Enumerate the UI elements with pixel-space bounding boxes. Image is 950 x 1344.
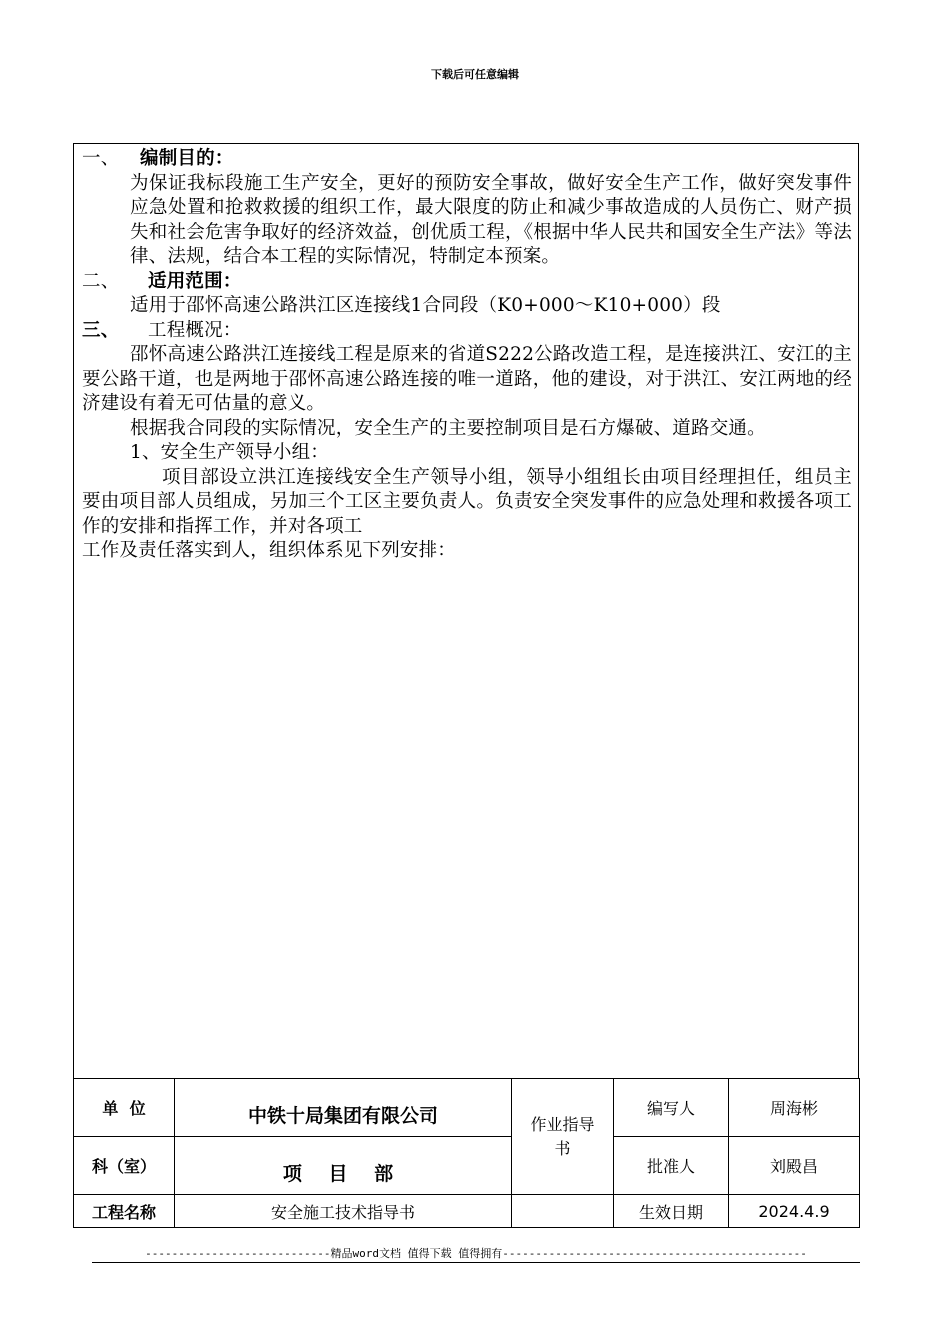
- signoff-table: [73, 1078, 860, 1228]
- document-content: [82, 147, 852, 564]
- section-1-heading: [82, 147, 852, 172]
- section-3-paragraph-4: 工作及责任落实到人，组织体系见下列安排：: [82, 540, 457, 561]
- section-3-paragraph-2: 根据我合同段的实际情况，安全生产的主要控制项目是石方爆破、道路交通。: [130, 417, 766, 439]
- writer-value: 周海彬: [729, 1079, 860, 1137]
- footer-divider: [92, 1262, 860, 1263]
- project-label: 工程名称: [74, 1195, 175, 1228]
- section-title: 编制目的：: [140, 148, 234, 169]
- writer-label: 编写人: [614, 1079, 729, 1137]
- section-number: 一、: [82, 148, 120, 169]
- doc-type: [512, 1079, 614, 1195]
- approver-value: 刘殿昌: [729, 1137, 860, 1195]
- empty-cell: [512, 1195, 614, 1228]
- approver-label: 批准人: [614, 1137, 729, 1195]
- date-value: 2024.4.9: [729, 1195, 860, 1228]
- doc-type-text: 作业指导书: [530, 1114, 595, 1158]
- section-1-body: 为保证我标段施工生产安全，更好的预防安全事故，做好安全生产工作，做好突发事件应急处置和抢救救援的组织工作，最大限度的防止和减少事故造成的人员伤亡、财产损失和社会危害争取好的经济效益，创优质工程，《根据中华人民共和国安全生产法》等法律、法规，结合本工程的实际情况，特制定本预案。: [130, 172, 852, 267]
- document-frame: [73, 143, 859, 1078]
- section-3-paragraph-1: 邵怀高速公路洪江连接线工程是原来的省道S222公路改造工程，是连接洪江、安江的主要公路干道，也是两地于邵怀高速公路连接的唯一道路，他的建设，对于洪江、安江两地的经济建设有着无可估量的意义。: [82, 344, 852, 414]
- dept-value: 项 目 部: [175, 1137, 512, 1195]
- subsection-heading: 1、安全生产领导小组：: [130, 442, 329, 463]
- unit-label: 单 位: [74, 1079, 175, 1137]
- footer-note: ----------------------------精品word文档 值得下载 值得拥有----------------------------------------------: [145, 1247, 807, 1260]
- unit-value: 中铁十局集团有限公司: [175, 1079, 512, 1137]
- dept-label: 科（室）: [74, 1137, 175, 1195]
- section-2-body: 适用于邵怀高速公路洪江区连接线1合同段（K0+000～K10+000）段: [130, 295, 721, 316]
- section-number: 二、: [82, 270, 120, 292]
- section-number: 三、: [82, 319, 120, 341]
- header-note: 下载后可任意编辑: [431, 68, 519, 81]
- section-2-heading: [82, 270, 852, 295]
- section-title: 工程概况：: [148, 319, 242, 341]
- date-label: 生效日期: [614, 1195, 729, 1228]
- section-3-heading: [82, 319, 852, 344]
- project-value: 安全施工技术指导书: [175, 1195, 512, 1228]
- section-title: 适用范围：: [148, 270, 242, 292]
- section-3-paragraph-3: 项目部设立洪江连接线安全生产领导小组，领导小组组长由项目经理担任，组员主要由项目部人员组成，另加三个工区主要负责人。负责安全突发事件的应急处理和救援各项工作的安排和指挥工作，并对各项工: [82, 466, 852, 537]
